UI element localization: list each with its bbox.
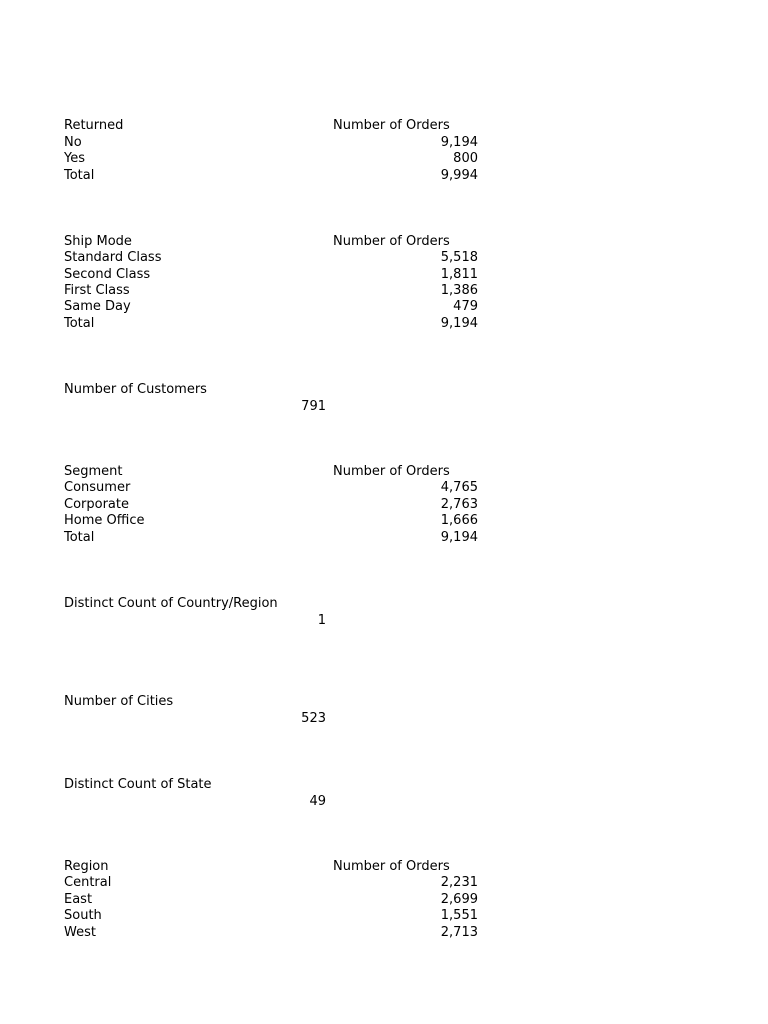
table-row-value: 479 xyxy=(453,299,478,314)
cities-label: Number of Cities xyxy=(64,694,174,709)
table-row-label: Central xyxy=(64,875,112,890)
table-row-value: 2,231 xyxy=(440,875,478,890)
table-row-value: 1,666 xyxy=(440,513,478,528)
table-row-value: 2,713 xyxy=(440,925,478,940)
table-row-value: 9,194 xyxy=(440,316,478,331)
state-value: 49 xyxy=(309,794,326,809)
segment-header-value: Number of Orders xyxy=(333,464,450,479)
table-row-label: West xyxy=(64,925,96,940)
table-row-value: 2,699 xyxy=(440,892,478,907)
table-row-label: Yes xyxy=(64,151,85,166)
cities-value: 523 xyxy=(301,711,326,726)
table-row-value: 1,551 xyxy=(440,908,478,923)
ship-mode-header-label: Ship Mode xyxy=(64,234,132,249)
table-row-value: 9,994 xyxy=(440,168,478,183)
table-row-value: 9,194 xyxy=(440,530,478,545)
table-row-label: East xyxy=(64,892,93,907)
ship-mode-header-value: Number of Orders xyxy=(333,234,450,249)
table-row-value: 9,194 xyxy=(440,135,478,150)
table-row-label: Second Class xyxy=(64,267,151,282)
segment-header-label: Segment xyxy=(64,464,123,479)
country-label: Distinct Count of Country/Region xyxy=(64,596,278,611)
table-row-label: Same Day xyxy=(64,299,131,314)
table-row-label: South xyxy=(64,908,102,923)
table-row-value: 1,811 xyxy=(440,267,478,282)
table-row-value: 800 xyxy=(453,151,478,166)
table-row-value: 2,763 xyxy=(440,497,478,512)
customers-value: 791 xyxy=(301,399,326,414)
region-header-value: Number of Orders xyxy=(333,859,450,874)
state-label: Distinct Count of State xyxy=(64,777,212,792)
table-row-label: Home Office xyxy=(64,513,145,528)
table-row-value: 1,386 xyxy=(440,283,478,298)
table-row-label: Corporate xyxy=(64,497,129,512)
table-row-value: 5,518 xyxy=(440,250,478,265)
table-row-label: First Class xyxy=(64,283,130,298)
country-value: 1 xyxy=(317,613,326,628)
table-row-value: 4,765 xyxy=(440,480,478,495)
table-row-label: Total xyxy=(64,316,95,331)
customers-label: Number of Customers xyxy=(64,382,207,397)
table-row-label: Total xyxy=(64,530,95,545)
table-row-label: Standard Class xyxy=(64,250,162,265)
region-header-label: Region xyxy=(64,859,109,874)
returned-header-label: Returned xyxy=(64,118,124,133)
table-row-label: No xyxy=(64,135,82,150)
table-row-label: Consumer xyxy=(64,480,131,495)
table-row-label: Total xyxy=(64,168,95,183)
returned-header-value: Number of Orders xyxy=(333,118,450,133)
